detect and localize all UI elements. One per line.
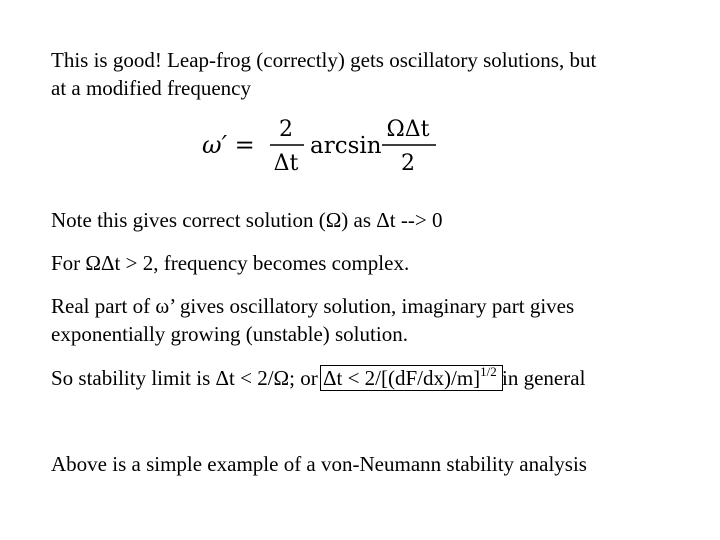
stability-boxed: Δt < 2/[(dF/dx)/m] — [322, 366, 481, 390]
von-neumann-line: Above is a simple example of a von-Neumann stability analysis — [51, 452, 587, 476]
formula-frac2-num: ΩΔt — [386, 117, 430, 142]
intro-line-2: at a modified frequency — [51, 76, 251, 100]
note-line: Note this gives correct solution (Ω) as Δt --> 0 — [51, 208, 443, 232]
formula-func: arcsin — [310, 133, 382, 159]
modified-frequency-formula — [200, 108, 450, 178]
formula-frac1-num: 2 — [279, 117, 293, 142]
complex-line: For ΩΔt > 2, frequency becomes complex. — [51, 251, 410, 275]
real-part-line-2: exponentially growing (unstable) solution. — [51, 322, 408, 346]
formula-frac1-den: Δt — [273, 151, 299, 176]
stability-prefix: So stability limit is Δt < 2/Ω; or — [51, 366, 323, 390]
stability-line — [51, 364, 585, 392]
stability-exponent: 1/2 — [480, 364, 497, 379]
real-part-line-1: Real part of ω’ gives oscillatory solution, imaginary part gives — [51, 294, 575, 318]
formula-frac2-den: 2 — [401, 151, 415, 176]
intro-line-1: This is good! Leap-frog (correctly) gets oscillatory solutions, but — [51, 48, 597, 72]
formula-svg — [200, 108, 450, 178]
formula-lhs: ω′ = — [202, 131, 255, 159]
stability-suffix: in general — [496, 366, 586, 390]
